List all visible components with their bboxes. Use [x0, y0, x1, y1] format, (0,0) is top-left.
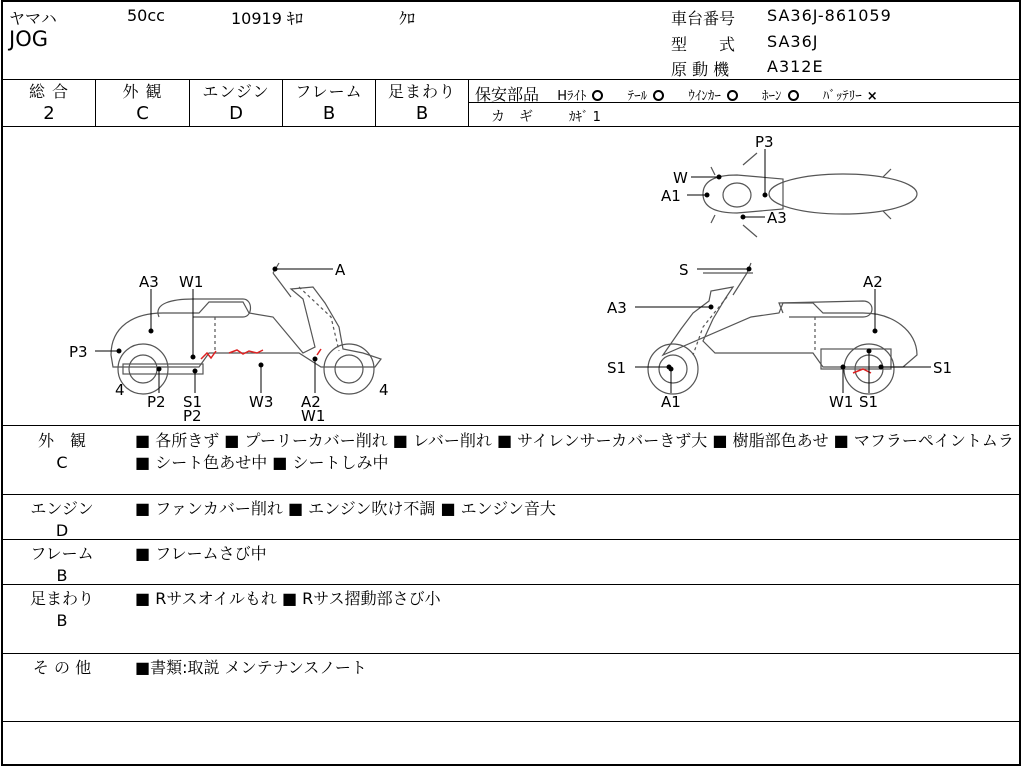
- label-right-s1-left: S1: [607, 359, 627, 377]
- safety-item-battery: ﾊﾞｯﾃﾘｰ ×: [822, 89, 878, 104]
- grade-engine: エンジン D: [202, 82, 270, 124]
- damage-mark-icon: [201, 349, 321, 359]
- mileage: 10919 ｷﾛ: [231, 9, 303, 28]
- label-right-a2: A2: [863, 273, 883, 291]
- label-right-s1-right: S1: [933, 359, 953, 377]
- type-label: 型 式: [671, 35, 736, 54]
- label-p2: P2: [147, 393, 166, 411]
- label-right-a3: A3: [607, 299, 627, 317]
- label-top-p3: P3: [755, 133, 774, 151]
- divider: [3, 584, 1019, 585]
- label-top-a1: A1: [661, 187, 681, 205]
- label-p2b: P2: [183, 407, 202, 425]
- label-w1: W1: [179, 273, 204, 291]
- label-a: A: [335, 261, 346, 279]
- detail-suspension-title: 足まわり B: [29, 589, 94, 630]
- cross-icon: ×: [866, 89, 878, 104]
- label-w3: W3: [249, 393, 274, 411]
- ok-circle-icon: [788, 90, 799, 101]
- damage-diagram: [3, 127, 1019, 425]
- color: ｸﾛ: [399, 9, 416, 28]
- label-top-a3: A3: [767, 209, 787, 227]
- grade-overall: 総 合 2: [28, 82, 70, 124]
- detail-other-text: ■書類:取説 メンテナンスノート: [135, 658, 367, 677]
- ok-circle-icon: [592, 90, 603, 101]
- divider: [3, 721, 1019, 722]
- top-callouts: [687, 149, 767, 219]
- maker: ヤマハ: [9, 9, 57, 28]
- grade-frame: フレーム B: [295, 82, 363, 124]
- detail-frame-title: フレーム B: [30, 544, 94, 585]
- label-a2: A2: [301, 393, 321, 411]
- type-value: SA36J: [767, 32, 819, 51]
- detail-exterior-title: 外 観 C: [37, 431, 86, 472]
- scooter-top-view: [703, 153, 917, 237]
- divider: [3, 425, 1019, 426]
- label-w1b: W1: [301, 407, 326, 425]
- safety-parts: [475, 82, 878, 105]
- detail-engine-text: ■ ファンカバー削れ ■ エンジン吹け不調 ■ エンジン音大: [135, 499, 556, 518]
- engine-label: 原 動 機: [671, 60, 730, 79]
- safety-title: 保安部品: [475, 85, 540, 104]
- inspection-sheet: [1, 0, 1021, 766]
- label-right-a1: A1: [661, 393, 681, 411]
- detail-engine-title: エンジン D: [30, 499, 94, 540]
- divider: [3, 653, 1019, 654]
- divider: [3, 494, 1019, 495]
- label-a3: A3: [139, 273, 159, 291]
- frame-no-label: 車台番号: [671, 9, 736, 28]
- frame-no: SA36J-861059: [767, 6, 892, 25]
- displacement: 50cc: [127, 6, 165, 25]
- key-value: ｶｷﾞ 1: [569, 110, 601, 125]
- detail-exterior-text: ■ 各所きず ■ プーリーカバー削れ ■ レバー削れ ■ サイレンサーカバーきず大 ■ 樹脂部色あせ ■ マフラーペイントムラ ■ シート色あせ中 ■ シートしみ中: [135, 431, 1014, 472]
- engine-value: A312E: [767, 57, 824, 76]
- safety-item-winker: ｳｲﾝｶｰ: [688, 89, 738, 104]
- label-right-w1: W1: [829, 393, 854, 411]
- right-callouts: [635, 267, 931, 393]
- safety-item-headlight: Hﾗｲﾄ: [557, 89, 603, 104]
- grade-exterior: 外 観 C: [122, 82, 163, 124]
- label-top-w: W: [673, 169, 688, 187]
- divider: [3, 539, 1019, 540]
- safety-item-tail: ﾃｰﾙ: [628, 89, 665, 104]
- label-4-right: 4: [379, 381, 389, 399]
- label-s1: S1: [183, 393, 203, 411]
- detail-frame-text: ■ フレームさび中: [135, 544, 267, 563]
- safety-item-horn: ﾎｰﾝ: [762, 89, 799, 104]
- detail-suspension-text: ■ Rサスオイルもれ ■ Rサス摺動部さび小: [135, 589, 441, 608]
- grade-suspension: 足まわり B: [387, 82, 456, 124]
- ok-circle-icon: [653, 90, 664, 101]
- detail-other-title: そ の 他: [32, 658, 92, 677]
- model-name: JOG: [9, 27, 48, 51]
- divider: [468, 79, 469, 127]
- label-right-s1b: S1: [859, 393, 879, 411]
- label-p3: P3: [69, 343, 88, 361]
- label-right-s: S: [679, 261, 689, 279]
- key-label: カ ギ: [491, 109, 533, 125]
- ok-circle-icon: [727, 90, 738, 101]
- label-4-left: 4: [115, 381, 125, 399]
